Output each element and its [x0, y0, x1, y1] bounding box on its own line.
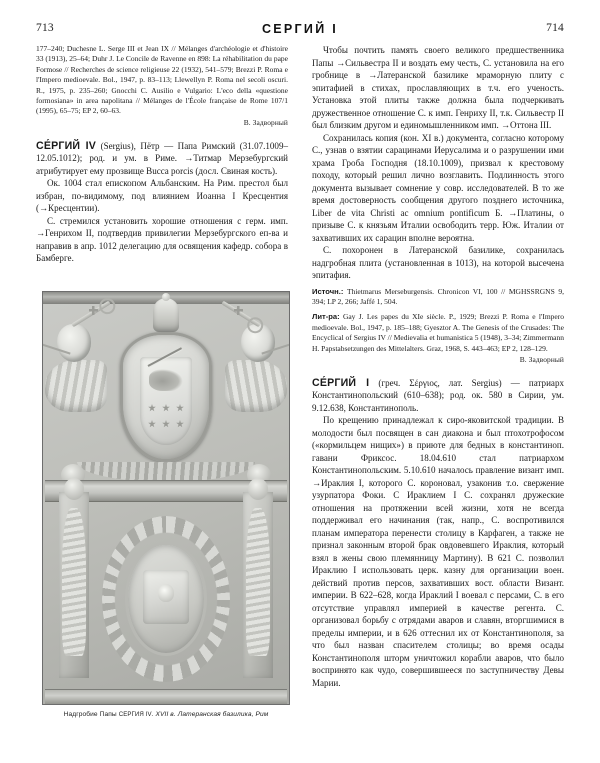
- star-icon: [176, 420, 184, 428]
- entry-lemma-sergius-i: СЕ́РГИЙ I: [312, 376, 370, 389]
- caption-part-2: . XVII в. Латеранская базилика, Рим: [151, 711, 269, 718]
- spacer: [312, 364, 564, 377]
- left-column: [36, 44, 288, 718]
- caption-part-1: Надгробие Папы: [63, 711, 119, 718]
- entry-lemma-sergius-iv: СЕ́РГИЙ IV: [36, 139, 97, 152]
- cherub-head: [57, 324, 91, 362]
- herm-head: [248, 478, 268, 500]
- cherub-left: [43, 314, 117, 414]
- caption-subject: СЕРГИЯ IV: [118, 711, 152, 718]
- entry-sergius-i-biography: По крещению принадлежал к сиро-яковитской традиции. В молодости был посвящен в сан диакона и был птохотрофосом («кормильцем нищих») в приюте для бедных в константиноп. гавани Фриксос. 18.04.610 стал патриархом Константинопольским. 5.10.610 началось правление визант имп. →Ираклия I, которого С. короновал, узаконив т.о. свержение узурпатора Фоки. С Ираклием I С. сохранял дружеские отношения на протяжении всей жизни, хотя не всегда поддерживал его начинания (так, напр., С. воспротивился планам императора перенести столицу в Карфаген, а также не признал законным второй брак овдовевшего Ираклия, который взял в жены свою племянницу Мартину). В 621 С. позволил Ираклию I использовать церк. казну для организации воен. действий против персов, захвативших вост. области Визант. империи. В 622–628, когда Ираклий I воевал с персами, С. в его отсутствие управлял империей в качестве регента. С. организовал борьбу с отрядами аваров и славян, вторгшимися в пределы империи, и в 626 оттеснил их от Константинополя, за что был назван спасителем столицы; во время осады Константинополя шторм уничтожил корабли аваров, что было воспринято как чудо, совершившееся по заступничеству Девы Марии.: [312, 415, 564, 688]
- heraldic-shield: [140, 357, 192, 445]
- stag-charge-icon: [149, 369, 183, 391]
- right-column: [312, 44, 564, 689]
- bibliography-continuation: 177–240; Duchesne L. Serge III et Jean IX // Mélanges d'archéologie et d'histoire 33 (1913), 25–64; Duhr J. Le Concile de Ravenne en 898: La réhabilitation du pape Formose // Recherches de science religieuse 22 (1932), 541–579; Brezzi P. Roma e l'Impero medioevale. Bol., 1947, p. 83–113; Llewellyn P. Roma nel secoli oscuri. R., 1975, p. 235–260; Gnocchi C. Ausilio e Vulgario: L'eco della «questione formosiana» in area napolitana // Mélanges de l'École française de Rome 107/1 (1995), 65–75; EP 2, 60–63.: [36, 44, 288, 116]
- sources-block: [312, 287, 564, 308]
- literature-text: Gay J. Les papes du XIe siècle. P., 1929; Brezzi P. Roma e l'Impero medioevale. Bol., 1947, p. 185–188; Gyesztor A. The Genesis of the Crusades: The Encyclical of Sergius IV // Medievalia et humanistica 5 (1948), 3–34; Zimmermann H. Papstabsetzungen des Mittelalters. Graz, 1968, S. 443–463; EP 2, 128–129.: [312, 312, 564, 353]
- star-icon: [162, 404, 170, 412]
- oval-medallion: [125, 542, 207, 656]
- coat-of-arms-cartouche: [120, 332, 212, 462]
- running-title: СЕРГИЙ I: [261, 22, 339, 36]
- pedestal-base: [45, 689, 287, 704]
- cross-icon-right: [234, 306, 243, 315]
- sergius-iv-para-crusade: Сохранилась копия (кон. XI в.) документа, согласно которому С., узнав о взятии сарацинами Иерусалима и о разрушении ими храма Гроба Господня (18.10.1009), призвал к крестовому походу, который решил лично возглавить. Подлинность этого документа вызывает сомнение у совр. исследователей. В то же время достоверность сообщения другого позднего источника, Liber de vita Christi ac omnium pontificum Б. →Платины, о призыве С. к князьям Италии освободить терр. Юж. Италии от захвативших их сарацин вполне вероятна.: [312, 132, 564, 243]
- entry-sergius-iv-head: [36, 140, 288, 178]
- star-icon: [176, 404, 184, 412]
- spacer: [36, 127, 288, 140]
- figure-caption: [42, 711, 290, 718]
- literature-signature: В. Задворный: [519, 354, 564, 364]
- entry-sergius-iv-para-2: Ок. 1004 стал епископом Альбанским. На Рим. престол был избран, по-видимому, под влиянием Иоанна I Кресцентия (→Кресцентии).: [36, 178, 288, 214]
- figure-tomb-of-sergius-iv: [42, 291, 290, 718]
- sergius-iv-para-burial: С. похоронен в Латеранской базилике, сохранилась надгробная плита (установленная в 1013), на которой высечена эпитафия.: [312, 245, 564, 280]
- entry-head-text: (Sergius), Пётр — Папа Римский (31.07.1009–12.05.1012); род. и ум. в Риме. →Титмар Мерзебургский атрибутирует ему прозвище Bucca porcis (досл. Свиная кость).: [36, 140, 288, 176]
- entry-sergius-iv-para-3: С. стремился установить хорошие отношения с герм. имп. →Генрихом II, подтвердив привилегии Мерзебургского еп-ва и направив в апр. 1012 делегацию для освящения кафедр. собора в Бамберге.: [36, 215, 288, 264]
- bibliography-signature: В. Задворный: [243, 117, 288, 127]
- star-icon: [148, 404, 156, 412]
- portrait-relief: [143, 570, 189, 624]
- sergius-iv-para-epitaph: Чтобы почтить память своего великого предшественника Папы →Сильвестра II и воздать ему честь, С. установила на его гробнице в →Латеранской базилике мраморную плиту с эпитафией в стихах, прославляющих в т.ч. его ученость. Установка этой плиты также должна была подчеркивать дружественное отношение С. к имп. Генриху II, т.к. Сильвестр II был близким другом и единомышленником имп. →Оттона III.: [312, 45, 564, 130]
- wing-icon: [225, 360, 287, 412]
- page-header: [36, 22, 564, 42]
- herm-pilaster-left: [59, 492, 89, 678]
- entry-sergius-i-head: [312, 377, 564, 415]
- drapery: [62, 508, 86, 656]
- wing-icon: [45, 360, 107, 412]
- sources-label: Источн.:: [312, 286, 344, 296]
- star-charges: [146, 401, 186, 431]
- literature-label: Лит-ра:: [312, 312, 340, 322]
- herm-pilaster-right: [243, 492, 273, 678]
- star-icon: [162, 420, 170, 428]
- folio-left: 713: [36, 22, 54, 34]
- relief-illustration: [43, 292, 289, 704]
- herm-head: [64, 478, 84, 500]
- papal-tiara-icon: [153, 298, 179, 332]
- literature-block: [312, 312, 564, 354]
- entry-head-text: (греч. Σέργιος, лат. Sergius) — патриарх Константинопольский (610–638); род. ок. 580 в Сирии, ум. 9.12.638, Константинополь.: [312, 377, 564, 413]
- drapery: [246, 508, 270, 656]
- sources-text: Thietmarus Merseburgensis. Chronicon VI, 100 // MGHSSRGNS 9, 394; LP 2, 266; Jaffé 1, 504.: [312, 286, 564, 306]
- lance-charge-icon: [148, 347, 182, 367]
- column-container: [36, 44, 564, 744]
- figure-image: [42, 291, 290, 705]
- cross-icon-left: [89, 306, 98, 315]
- folio-right: 714: [546, 22, 564, 34]
- star-icon: [148, 420, 156, 428]
- memorial-medallion-group: [102, 516, 230, 682]
